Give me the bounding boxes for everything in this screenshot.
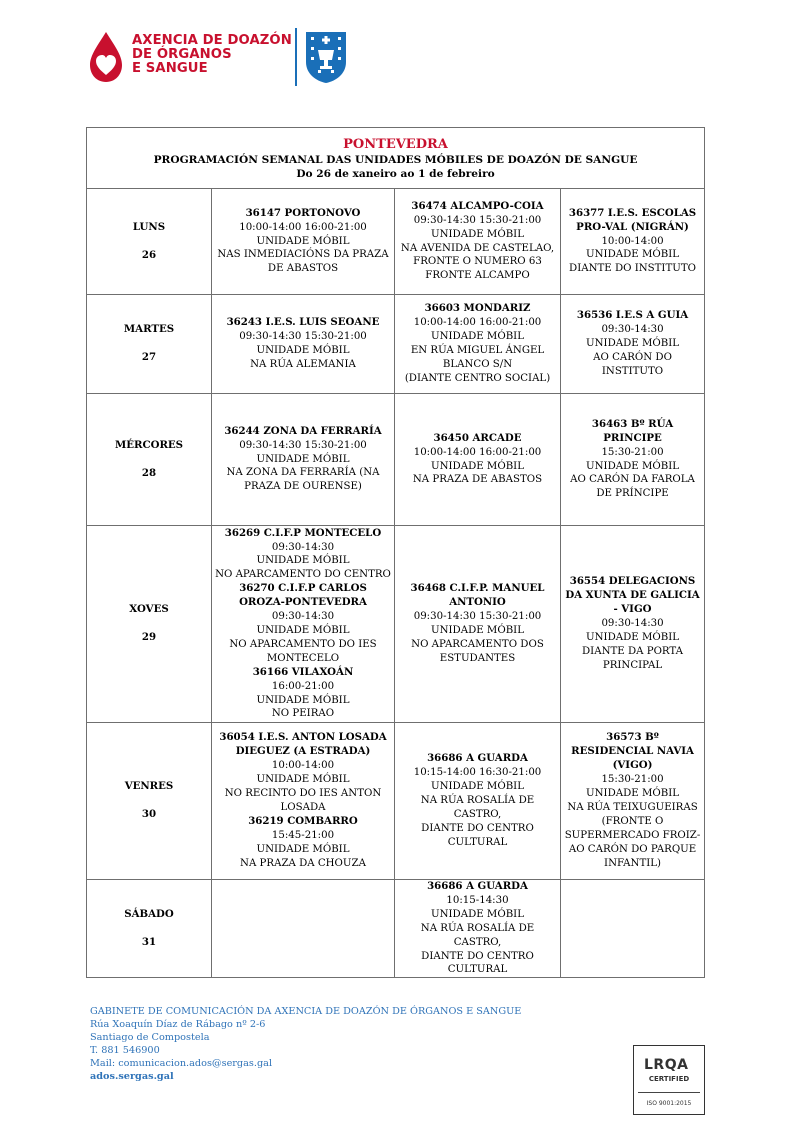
- schedule-subtitle: PROGRAMACIÓN SEMANAL DAS UNIDADES MÓBILES DE DOAZÓN DE SANGUE: [153, 153, 638, 166]
- collection-point-detail: (FRONTE O: [601, 815, 664, 827]
- collection-point-detail: UNIDADE MÓBIL: [431, 908, 524, 920]
- day-row: [87, 526, 705, 723]
- schedule-cell: [212, 526, 395, 723]
- collection-point-detail: UNIDADE MÓBIL: [586, 631, 679, 643]
- schedule-cell: [561, 723, 705, 880]
- collection-point-detail: 09:30-14:30 15:30-21:00: [239, 439, 367, 451]
- collection-point-detail: CULTURAL: [447, 836, 508, 848]
- collection-point-detail: NA RÚA ROSALÍA DE CASTRO,: [420, 795, 535, 820]
- collection-point-detail: 09:30-14:30 15:30-21:00: [413, 214, 542, 226]
- collection-point-detail: (DIANTE CENTRO SOCIAL): [404, 372, 551, 384]
- collection-point-name: 36054 I.E.S. ANTON LOSADA DIEGUEZ (A ESTRADA): [219, 731, 387, 758]
- collection-point-detail: 10:00-14:00: [601, 235, 664, 247]
- day-cell: [87, 394, 212, 526]
- collection-point-detail: DIANTE DO CENTRO: [421, 950, 534, 962]
- day-cell: [87, 189, 212, 295]
- collection-point-detail: 09:30-14:30 15:30-21:00: [413, 611, 542, 623]
- schedule-cell: [395, 880, 561, 978]
- collection-point: [564, 309, 701, 379]
- schedule-date-range: Do 26 de xaneiro ao 1 de febreiro: [296, 167, 495, 180]
- collection-point-name: 36270 C.I.F.P CARLOS OROZA-PONTEVEDRA: [239, 582, 367, 609]
- collection-point-detail: DE PRÍNCIPE: [596, 488, 669, 500]
- collection-point-detail: NA PRAZA DE ABASTOS: [412, 474, 543, 486]
- collection-point-detail: NA PRAZA DA CHOUZA: [240, 857, 366, 869]
- collection-point-detail: NA AVENIDA DE CASTELAO,: [400, 242, 555, 254]
- collection-point: [564, 207, 701, 277]
- collection-point-detail: 10:00-14:00 16:00-21:00: [239, 221, 367, 233]
- collection-point: [215, 207, 391, 277]
- collection-point-detail: DIANTE DA PORTA: [582, 645, 684, 657]
- collection-point-detail: NA ZONA DA FERRARÍA (NA: [226, 467, 380, 479]
- schedule-cell: [561, 526, 705, 723]
- footer-city: Santiago de Compostela: [90, 1032, 210, 1043]
- collection-point: [215, 731, 391, 814]
- footer-phone: T. 881 546900: [90, 1045, 160, 1056]
- day-name: SÁBADO: [124, 907, 174, 920]
- collection-point-detail: UNIDADE MÓBIL: [431, 460, 524, 472]
- collection-point-detail: PRAZA DE OURENSE): [244, 481, 362, 493]
- header-divider: [295, 28, 297, 86]
- day-name: LUNS: [132, 220, 166, 233]
- contact-footer: [90, 1005, 521, 1083]
- collection-point: [215, 425, 391, 495]
- collection-point-detail: DE ABASTOS: [267, 263, 339, 275]
- agency-header: [88, 28, 388, 92]
- day-row: [87, 189, 705, 295]
- collection-point-detail: NO RECINTO DO IES ANTON: [224, 788, 382, 800]
- collection-point-detail: 09:30-14:30: [271, 611, 335, 623]
- collection-point-name: 36686 A GUARDA: [427, 752, 528, 765]
- collection-point-name: 36166 VILAXOÁN: [252, 665, 354, 678]
- agency-name: [132, 34, 292, 76]
- collection-point: [398, 752, 557, 849]
- collection-point-detail: PRINCIPAL: [602, 659, 663, 671]
- day-name: MÉRCORES: [114, 438, 184, 451]
- collection-point-detail: DIANTE DO INSTITUTO: [569, 263, 696, 275]
- footer-office: GABINETE DE COMUNICACIÓN DA AXENCIA DE DOAZÓN DE ÓRGANOS E SANGUE: [90, 1006, 522, 1017]
- day-row: [87, 394, 705, 526]
- schedule-cell: [561, 295, 705, 394]
- collection-point-name: 36450 ARCADE: [433, 431, 522, 444]
- day-name: XOVES: [129, 603, 169, 616]
- collection-point-detail: 09:30-14:30 15:30-21:00: [239, 331, 367, 343]
- day-number: 29: [141, 631, 157, 643]
- day-row: [87, 880, 705, 978]
- schedule-cell: [395, 723, 561, 880]
- province-title: PONTEVEDRA: [343, 136, 448, 152]
- collection-point-detail: UNIDADE MÓBIL: [256, 453, 350, 465]
- schedule-cell: [395, 189, 561, 295]
- day-number: 28: [141, 466, 157, 479]
- day-number: 26: [141, 248, 157, 261]
- day-number: 31: [141, 935, 157, 948]
- schedule-cell: [212, 723, 395, 880]
- collection-point-name: 36147 PORTONOVO: [245, 206, 361, 219]
- schedule-cell: [561, 880, 705, 978]
- collection-point-name: 36554 DELEGACIONS DA XUNTA DE GALICIA - VIGO: [565, 575, 700, 616]
- schedule-cell: [395, 526, 561, 723]
- collection-point: [215, 316, 391, 372]
- day-cell: [87, 295, 212, 394]
- weekly-schedule-table: [86, 127, 705, 978]
- collection-point-detail: UNIDADE MÓBIL: [256, 843, 350, 855]
- collection-point-detail: NO APARCAMENTO DOS: [411, 638, 544, 650]
- collection-point-detail: UNIDADE MÓBIL: [256, 625, 350, 636]
- collection-point-detail: AO CARÓN DO PARQUE: [568, 843, 697, 855]
- schedule-cell: [212, 295, 395, 394]
- footer-website-link[interactable]: ados.sergas.gal: [90, 1071, 174, 1082]
- collection-point-detail: UNIDADE MÓBIL: [256, 774, 350, 786]
- collection-point-detail: NA RÚA ROSALÍA DE CASTRO,: [420, 922, 535, 948]
- collection-point-detail: 15:30-21:00: [601, 774, 664, 786]
- collection-point: [398, 200, 557, 283]
- collection-point-name: 36219 COMBARRO: [248, 814, 358, 827]
- schedule-cell: [212, 394, 395, 526]
- badge-divider: [638, 1092, 700, 1093]
- collection-point-detail: 16:00-21:00: [271, 680, 335, 692]
- lrqa-certification-badge: [633, 1045, 705, 1115]
- collection-point-detail: 10:15-14:30: [446, 894, 509, 906]
- collection-point: [215, 815, 391, 871]
- collection-point-detail: UNIDADE MÓBIL: [586, 460, 679, 472]
- collection-point-detail: CULTURAL: [447, 964, 508, 976]
- collection-point: [564, 418, 701, 501]
- collection-point-name: 36377 I.E.S. ESCOLAS PRO-VAL (NIGRÁN): [568, 206, 697, 233]
- collection-point-name: 36603 MONDARIZ: [424, 302, 531, 315]
- collection-point-detail: AO CARÓN DA FAROLA: [570, 474, 695, 486]
- collection-point-detail: UNIDADE MÓBIL: [586, 788, 679, 800]
- collection-point-name: 36463 Bº RÚA PRINCIPE: [591, 417, 674, 444]
- day-name: MARTES: [123, 323, 175, 336]
- agency-name-line-3: E SANGUE: [132, 61, 208, 76]
- collection-point-detail: 09:30-14:30: [601, 324, 664, 336]
- collection-point-name: 36536 I.E.S A GUIA: [576, 309, 689, 322]
- blood-drop-heart-icon: [88, 31, 124, 83]
- collection-point-detail: 09:30-14:30: [601, 618, 664, 630]
- table-title-cell: [87, 128, 705, 189]
- collection-point-detail: INFANTIL): [604, 857, 661, 869]
- collection-point-detail: UNIDADE MÓBIL: [431, 781, 524, 793]
- collection-point-detail: LOSADA: [280, 802, 326, 813]
- collection-point-detail: UNIDADE MÓBIL: [431, 331, 524, 343]
- collection-point-detail: MONTECELO: [266, 652, 340, 664]
- agency-name-line-1: AXENCIA DE DOAZÓN: [132, 33, 292, 48]
- collection-point: [215, 582, 391, 665]
- agency-name-line-2: DE ÓRGANOS: [132, 47, 232, 62]
- collection-point: [215, 666, 391, 722]
- collection-point: [215, 527, 391, 583]
- schedule-cell: [395, 394, 561, 526]
- schedule-cell: [395, 295, 561, 394]
- schedule-cell: [212, 880, 395, 978]
- collection-point: [398, 582, 557, 665]
- lrqa-certified-label: CERTIFIED: [648, 1075, 690, 1083]
- day-cell: [87, 723, 212, 880]
- collection-point-detail: NA RÚA ALEMANIA: [250, 358, 356, 370]
- collection-point-detail: NO APARCAMENTO DO CENTRO: [215, 569, 391, 581]
- table-title-row: [87, 128, 705, 189]
- collection-point-detail: ESTUDANTES: [439, 652, 516, 664]
- collection-point-detail: 09:30-14:30: [271, 541, 335, 553]
- collection-point-detail: 10:00-14:00 16:00-21:00: [413, 317, 542, 329]
- collection-point-name: 36474 ALCAMPO-COIA: [411, 199, 544, 212]
- collection-point-name: 36468 C.I.F.P. MANUEL ANTONIO: [410, 582, 545, 609]
- schedule-cell: [561, 394, 705, 526]
- collection-point-detail: UNIDADE MÓBIL: [586, 249, 679, 261]
- footer-email[interactable]: Mail: comunicacion.ados@sergas.gal: [90, 1058, 273, 1069]
- collection-point-detail: FRONTE ALCAMPO: [425, 270, 530, 282]
- collection-point-name: 36269 C.I.F.P MONTECELO: [224, 526, 382, 539]
- collection-point-detail: 15:30-21:00: [601, 446, 664, 458]
- lrqa-logo: LRQA: [644, 1057, 689, 1073]
- collection-point-detail: NO PEIRAO: [271, 708, 335, 720]
- collection-point-name: 36686 A GUARDA: [427, 880, 528, 892]
- collection-point-detail: 10:15-14:00 16:30-21:00: [413, 767, 542, 779]
- collection-point-detail: UNIDADE MÓBIL: [256, 235, 350, 247]
- schedule-cell: [212, 189, 395, 295]
- day-name: VENRES: [124, 780, 174, 793]
- collection-point: [398, 880, 557, 977]
- collection-point-detail: UNIDADE MÓBIL: [256, 345, 350, 356]
- collection-point: [564, 731, 701, 870]
- collection-point-detail: DIANTE DO CENTRO: [421, 822, 534, 834]
- collection-point-detail: BLANCO S/N: [442, 358, 513, 370]
- day-cell: [87, 880, 212, 978]
- collection-point-detail: FRONTE O NUMERO 63: [413, 256, 542, 268]
- galicia-coat-of-arms-icon: [304, 30, 348, 84]
- day-row: [87, 723, 705, 880]
- collection-point: [398, 432, 557, 488]
- collection-point-detail: UNIDADE MÓBIL: [431, 228, 524, 240]
- collection-point: [398, 302, 557, 385]
- collection-point-detail: AO CARÓN DO: [593, 351, 672, 363]
- day-number: 27: [141, 351, 157, 363]
- collection-point-detail: 10:00-14:00: [271, 760, 335, 772]
- collection-point-detail: EN RÚA MIGUEL ÁNGEL: [410, 345, 545, 356]
- collection-point-name: 36243 I.E.S. LUIS SEOANE: [226, 316, 380, 329]
- day-number: 30: [141, 808, 157, 820]
- iso-standard-label: ISO 9001:2015: [646, 1100, 692, 1107]
- collection-point-detail: NAS INMEDIACIÓNS DA PRAZA: [217, 249, 389, 261]
- collection-point-detail: UNIDADE MÓBIL: [256, 555, 350, 567]
- day-row: [87, 295, 705, 394]
- day-cell: [87, 526, 212, 723]
- collection-point-detail: UNIDADE MÓBIL: [586, 338, 679, 350]
- collection-point-detail: UNIDADE MÓBIL: [256, 694, 350, 706]
- collection-point-detail: NA RÚA TEIXUGUEIRAS: [567, 802, 698, 813]
- collection-point-detail: 15:45-21:00: [271, 829, 335, 841]
- collection-point-detail: UNIDADE MÓBIL: [431, 625, 524, 636]
- collection-point-detail: 10:00-14:00 16:00-21:00: [413, 446, 542, 458]
- collection-point-detail: NO APARCAMENTO DO IES: [229, 638, 377, 650]
- collection-point-detail: SUPERMERCADO FROIZ-: [564, 829, 701, 841]
- footer-address: Rúa Xoaquín Díaz de Rábago nº 2-6: [90, 1019, 266, 1030]
- collection-point-name: 36244 ZONA DA FERRARÍA: [224, 424, 382, 437]
- collection-point: [564, 575, 701, 672]
- collection-point-name: 36573 Bº RESIDENCIAL NAVIA (VIGO): [571, 731, 694, 772]
- collection-point-detail: INSTITUTO: [601, 365, 664, 377]
- schedule-cell: [561, 189, 705, 295]
